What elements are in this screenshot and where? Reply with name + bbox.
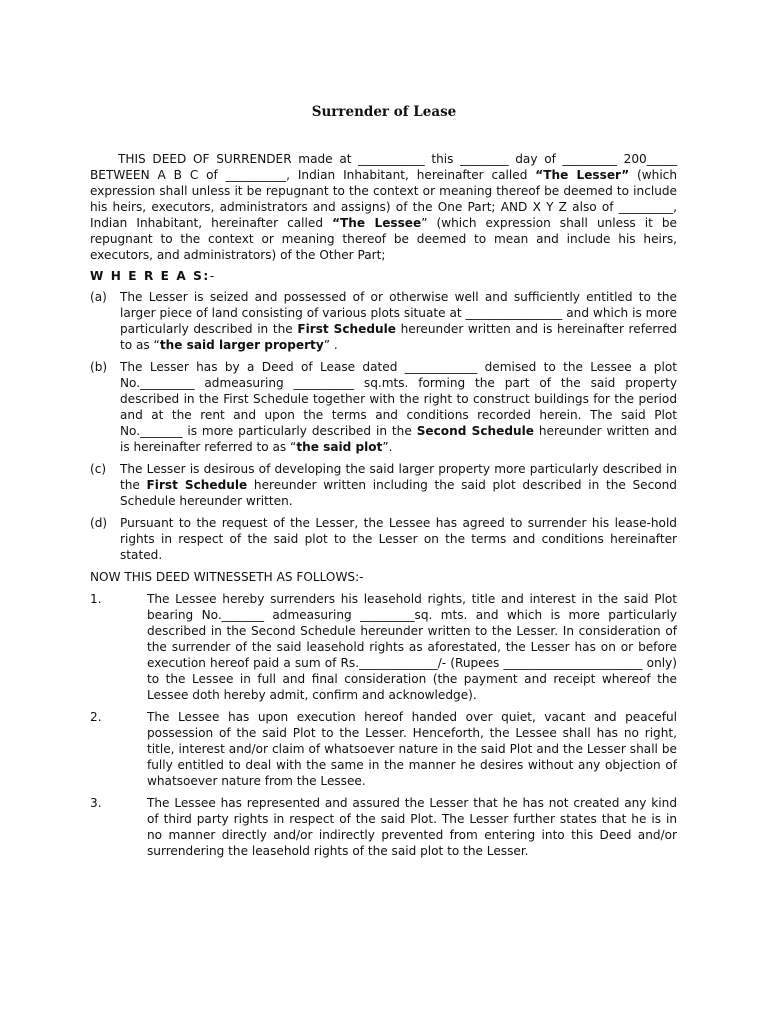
recital-label: (c) [90,462,107,476]
recital-a-text-2: hereunder written and is hereinafter referred to as “ [120,322,677,352]
clause-text: The Lessee has upon execution hereof handed over quiet, vacant and peaceful possession of the said Plot to the Lesser. Henceforth, the Lessee shall has no right, title, interest and/or claim of whatsoever nature in the said Plot and the Lesser shall be fully entitled to deal with the same in the manner he desires without any objection of whatsoever nature from the Lessee. [147,710,677,788]
document-title: Surrender of Lease [311,104,457,120]
clause-1 [90,591,677,703]
recital-a [90,289,677,353]
clause-number: 1. [90,592,102,606]
recital-b-text-2: hereunder written and is hereinafter referred to as “ [120,424,677,454]
clause-number: 2. [90,710,102,724]
recital-text [120,289,677,353]
document-body [90,151,677,865]
preamble-text-3: ” (which expression shall unless it be repugnant to the context or meaning thereof be deemed to mean and include his heirs, executors, and administrators) of the Other Part; [90,216,677,262]
recital-text: Pursuant to the request of the Lesser, the Lessee has agreed to surrender his lease-hold rights in respect of the said plot to the Lesser on the terms and conditions hereinafter stated. [120,516,677,562]
recital-a-bold-2: the said larger property [159,338,324,352]
recital-b-text-1: The Lesser has by a Deed of Lease dated ____________ demised to the Lessee a plot No._________ admeasuring __________ sq.mts. forming the part of the said property described in the First Schedule together with the right to construct buildings for the period and at the rent and upon the terms and conditions recorded herein. The said Plot No._______ is more particularly described in the [120,360,677,438]
clause-3 [90,795,677,859]
lesser-party-name: “The Lesser” [535,168,630,182]
clause-text: The Lessee has represented and assured the Lesser that he has not created any kind of third party rights in respect of the said Plot. The Lesser further states that he is in no manner directly and/or indirectly prevented from entering into this Deed and/or surrendering the leasehold rights of the said plot to the Lesser. [147,796,677,858]
recital-label: (d) [90,516,108,530]
recital-label: (a) [90,290,107,304]
recital-a-text-3: ” . [323,338,338,352]
whereas-heading-text: W H E R E A S: [90,269,210,283]
recital-b-bold-2: the said plot [296,440,383,454]
clause-text: The Lessee hereby surrenders his leasehold rights, title and interest in the said Plot bearing No._______ admeasuring _________sq. mts. and which is more particularly described in the Second Schedule hereunder written to the Lesser. In consideration of the surrender of the said leasehold rights as aforestated, the Lesser has on or before execution hereof paid a sum of Rs._____________/- (Rupees _______________________ only) to the Lessee in full and final consideration (the payment and receipt whereof the Lessee doth hereby admit, confirm and acknowledge). [147,592,677,702]
recital-c-text-2: hereunder written including the said plot described in the Second Schedule hereunder written. [120,478,677,508]
preamble-paragraph [90,151,677,263]
recital-b [90,359,677,455]
recital-a-bold-1: First Schedule [297,322,396,336]
recital-c [90,461,677,509]
clause-2 [90,709,677,789]
preamble-text-1: THIS DEED OF SURRENDER made at ___________ this ________ day of _________ 200_____ BETWEEN A B C of __________, Indian Inhabitant, hereinafter called [90,152,677,182]
recital-c-bold-1: First Schedule [146,478,248,492]
recital-c-text-1: The Lesser is desirous of developing the said larger property more particularly described in the [120,462,677,492]
recital-text [120,461,677,509]
recital-text [120,359,677,455]
whereas-heading [90,268,677,284]
whereas-heading-tail: - [209,269,215,283]
recital-b-text-3: ”. [382,440,393,454]
recital-label: (b) [90,360,108,374]
clause-number: 3. [90,796,102,810]
lessee-party-name: “The Lessee [332,216,422,230]
recital-d [90,515,677,563]
recital-a-text-1: The Lesser is seized and possessed of or otherwise well and sufficiently entitled to the larger piece of land consisting of various plots situate at ________________ and which is more particularly described in the [120,290,677,336]
witnesseth-line: NOW THIS DEED WITNESSETH AS FOLLOWS:- [90,570,364,584]
recital-b-bold-1: Second Schedule [416,424,534,438]
preamble-text-2: (which expression shall unless it be repugnant to the context or meaning thereof be deemed to include his heirs, executors, administrators and assigns) of the One Part; AND X Y Z also of _________, Indian Inhabitant, hereinafter called [90,168,677,230]
